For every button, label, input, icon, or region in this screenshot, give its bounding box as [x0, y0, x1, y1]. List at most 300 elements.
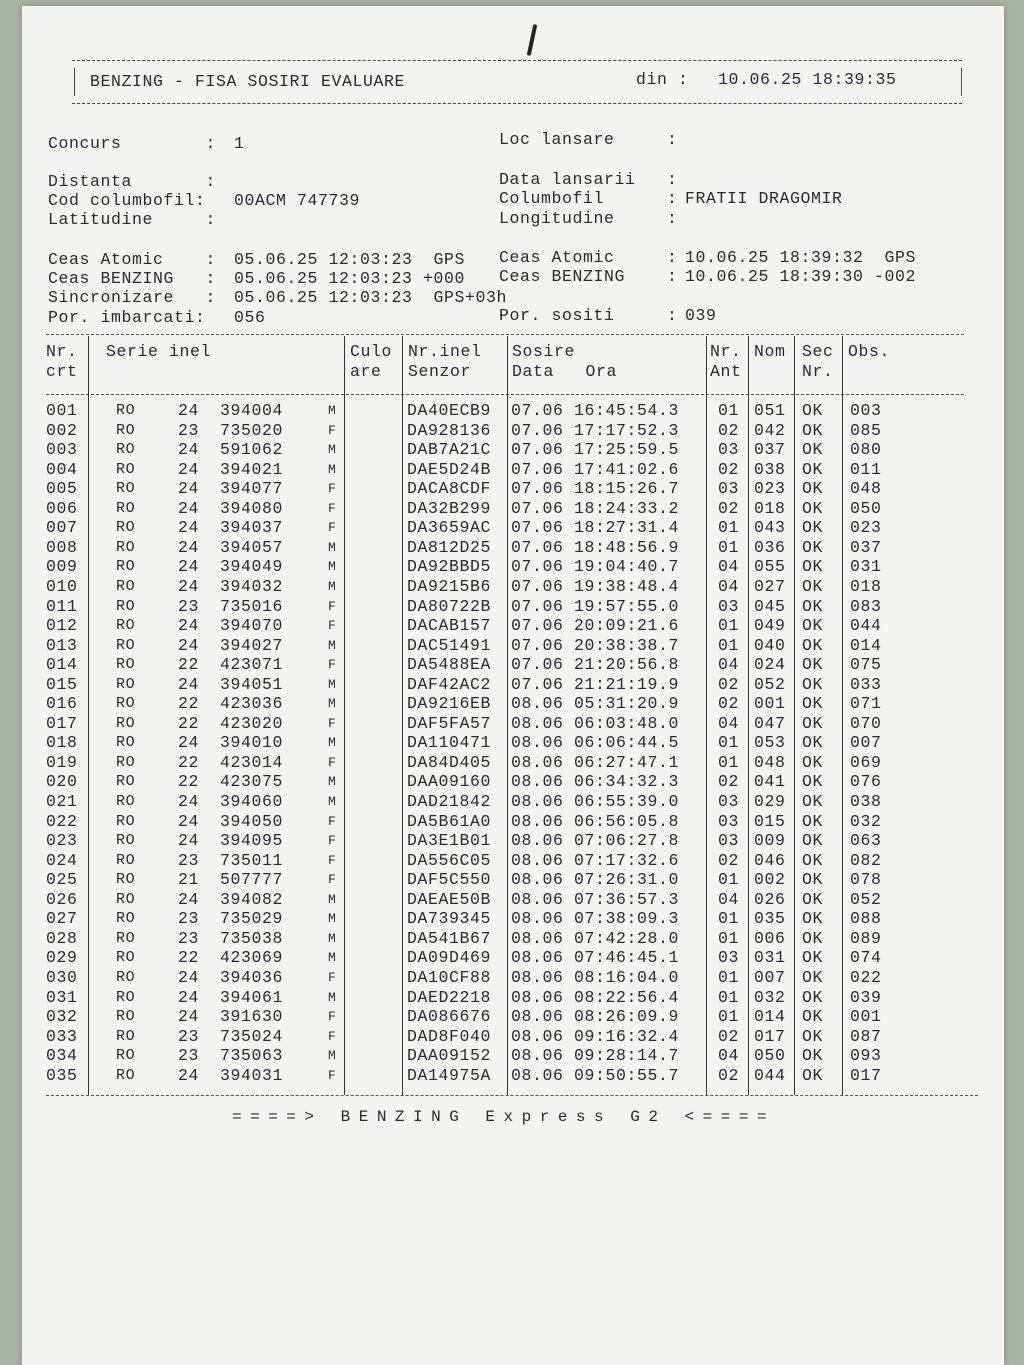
table-row	[22, 557, 982, 577]
sex: M	[328, 578, 337, 594]
info-value: 05.06.25 12:03:23 +000	[234, 269, 466, 288]
year: 24	[178, 792, 200, 811]
arrival-date: 07.06	[511, 596, 564, 616]
nom: 024	[754, 655, 786, 675]
sex: F	[328, 520, 337, 536]
arrival-date: 08.06	[511, 694, 564, 714]
ring-number: 394010	[220, 733, 284, 753]
sec-status: OK	[802, 1046, 824, 1066]
row-number: 008	[46, 537, 78, 557]
sensor-id: DA928136	[407, 420, 492, 440]
year: 24	[178, 889, 200, 909]
ring-number: 394050	[220, 811, 284, 831]
info-label: Ceas BENZING :	[499, 267, 678, 286]
table-row	[22, 675, 982, 695]
nom: 047	[754, 713, 786, 733]
antenna: 03	[718, 596, 740, 616]
arrival-time: 07:36:57.3	[574, 889, 680, 909]
sensor-id: DA9215B6	[407, 576, 492, 596]
sensor-id: DA3E1B01	[407, 831, 492, 851]
row-number: 033	[46, 1026, 78, 1046]
year: 23	[178, 596, 200, 616]
ring-number: 391630	[220, 1007, 284, 1027]
obs: 011	[850, 459, 882, 479]
row-number: 005	[46, 479, 78, 499]
row-number: 019	[46, 752, 78, 772]
column-header-culoare: Culo	[350, 342, 393, 361]
info-label: Latitudine :	[48, 210, 217, 229]
info-value: 05.06.25 12:03:23 GPS+03h	[234, 288, 508, 307]
obs: 085	[850, 420, 882, 440]
sensor-id: DA541B67	[407, 928, 492, 948]
nom: 018	[754, 498, 786, 518]
year: 24	[178, 498, 200, 518]
obs: 052	[850, 889, 882, 909]
ring-number: 394036	[220, 967, 284, 987]
nom: 043	[754, 518, 786, 538]
sensor-id: DA09D469	[407, 948, 492, 968]
row-number: 006	[46, 498, 78, 518]
arrival-date: 08.06	[511, 909, 564, 929]
arrival-date: 07.06	[511, 576, 564, 596]
row-number: 013	[46, 635, 78, 655]
sex: M	[328, 989, 337, 1005]
sec-status: OK	[802, 831, 824, 851]
sensor-id: DA40ECB9	[407, 401, 492, 420]
sec-status: OK	[802, 713, 824, 733]
year: 24	[178, 674, 200, 694]
obs: 074	[850, 948, 882, 968]
ring-number: 735038	[220, 928, 284, 948]
ring-number: 394021	[220, 459, 284, 479]
obs: 018	[850, 576, 882, 596]
obs: 082	[850, 850, 882, 870]
obs: 039	[850, 987, 882, 1007]
nom: 027	[754, 576, 786, 596]
antenna: 04	[718, 655, 740, 675]
arrival-date: 07.06	[511, 420, 564, 440]
ring-number: 394082	[220, 889, 284, 909]
sec-status: OK	[802, 537, 824, 557]
info-label: Sincronizare :	[48, 288, 217, 307]
country: RO	[116, 558, 136, 576]
sex: F	[328, 872, 337, 888]
ring-number: 394061	[220, 987, 284, 1007]
table-row	[22, 1066, 982, 1086]
sex: F	[328, 1067, 337, 1083]
sensor-id: DAED2218	[407, 987, 492, 1007]
sec-status: OK	[802, 792, 824, 811]
arrival-time: 08:16:04.0	[574, 967, 680, 987]
sec-status: OK	[802, 1007, 824, 1027]
nom: 053	[754, 733, 786, 753]
row-number: 015	[46, 674, 78, 694]
country: RO	[116, 441, 136, 459]
obs: 033	[850, 674, 882, 694]
nom: 023	[754, 479, 786, 499]
year: 24	[178, 1007, 200, 1027]
arrival-date: 07.06	[511, 440, 564, 460]
table-row	[22, 499, 982, 519]
sensor-id: DAA09160	[407, 772, 492, 792]
year: 24	[178, 733, 200, 753]
nom: 049	[754, 616, 786, 636]
print-date: 10.06.25 18:39:35	[718, 70, 897, 89]
country: RO	[116, 812, 136, 830]
sex: M	[328, 637, 337, 653]
antenna: 04	[718, 557, 740, 577]
sex: M	[328, 794, 337, 809]
footer-banner: ====> BENZING Express G2 <====	[232, 1108, 776, 1126]
ring-number: 394057	[220, 537, 284, 557]
table-rule	[46, 394, 964, 395]
arrival-date: 08.06	[511, 850, 564, 870]
table-row	[22, 421, 982, 441]
column-header-sosire: Data Ora	[512, 362, 618, 381]
arrival-time: 06:34:32.3	[574, 772, 680, 792]
obs: 048	[850, 479, 882, 499]
arrival-date: 08.06	[511, 1026, 564, 1046]
info-value: 1	[234, 134, 245, 153]
sec-status: OK	[802, 870, 824, 890]
nom: 035	[754, 909, 786, 929]
arrival-date: 07.06	[511, 479, 564, 499]
table-row	[22, 714, 982, 734]
column-header-nom: Nom	[754, 342, 786, 361]
country: RO	[116, 714, 136, 732]
sensor-id: DA84D405	[407, 752, 492, 772]
arrival-time: 05:31:20.9	[574, 694, 680, 714]
arrival-time: 16:45:54.3	[574, 401, 680, 420]
obs: 022	[850, 967, 882, 987]
country: RO	[116, 832, 136, 850]
column-header-obs: Obs.	[848, 342, 891, 361]
arrival-time: 06:56:05.8	[574, 811, 680, 831]
country: RO	[116, 675, 136, 693]
antenna: 03	[718, 792, 740, 811]
arrival-date: 08.06	[511, 948, 564, 968]
column-header-ant: Ant	[710, 362, 742, 381]
row-number: 035	[46, 1065, 78, 1085]
sex: F	[328, 754, 337, 770]
country: RO	[116, 968, 136, 986]
sensor-id: DA92BBD5	[407, 557, 492, 577]
sex: M	[328, 774, 337, 790]
arrival-time: 07:17:32.6	[574, 850, 680, 870]
arrival-time: 18:15:26.7	[574, 479, 680, 499]
arrival-date: 08.06	[511, 792, 564, 811]
sensor-id: DAF5FA57	[407, 713, 492, 733]
antenna: 01	[718, 967, 740, 987]
table-row	[22, 968, 982, 988]
row-number: 031	[46, 987, 78, 1007]
row-number: 029	[46, 948, 78, 968]
ring-number: 394049	[220, 557, 284, 577]
sec-status: OK	[802, 967, 824, 987]
antenna: 02	[718, 459, 740, 479]
year: 24	[178, 401, 200, 420]
sec-status: OK	[802, 752, 824, 772]
row-number: 017	[46, 713, 78, 733]
ring-number: 394027	[220, 635, 284, 655]
handwritten-mark	[527, 24, 538, 56]
antenna: 02	[718, 772, 740, 792]
sec-status: OK	[802, 479, 824, 499]
arrival-time: 07:38:09.3	[574, 909, 680, 929]
antenna: 04	[718, 889, 740, 909]
ring-number: 423014	[220, 752, 284, 772]
sex: F	[328, 481, 337, 497]
table-row	[22, 479, 982, 499]
country: RO	[116, 636, 136, 654]
obs: 023	[850, 518, 882, 538]
sex: F	[328, 852, 337, 868]
country: RO	[116, 988, 136, 1006]
year: 24	[178, 987, 200, 1007]
date-label: din :	[636, 70, 689, 89]
nom: 052	[754, 674, 786, 694]
arrival-date: 08.06	[511, 889, 564, 909]
row-number: 022	[46, 811, 78, 831]
column-header-sosire: Sosire	[512, 342, 576, 361]
year: 24	[178, 479, 200, 499]
sex: M	[328, 403, 337, 418]
antenna: 02	[718, 674, 740, 694]
antenna: 03	[718, 479, 740, 499]
row-number: 021	[46, 792, 78, 811]
nom: 032	[754, 987, 786, 1007]
sensor-id: DA32B299	[407, 498, 492, 518]
arrival-time: 18:24:33.2	[574, 498, 680, 518]
arrival-date: 08.06	[511, 811, 564, 831]
arrival-date: 07.06	[511, 655, 564, 675]
sec-status: OK	[802, 459, 824, 479]
sec-status: OK	[802, 889, 824, 909]
row-number: 030	[46, 967, 78, 987]
table-row	[22, 636, 982, 656]
antenna: 04	[718, 1046, 740, 1066]
year: 22	[178, 772, 200, 792]
row-number: 025	[46, 870, 78, 890]
arrival-date: 08.06	[511, 967, 564, 987]
nom: 002	[754, 870, 786, 890]
year: 23	[178, 850, 200, 870]
year: 23	[178, 1046, 200, 1066]
nom: 055	[754, 557, 786, 577]
table-row	[22, 440, 982, 460]
year: 24	[178, 811, 200, 831]
info-label: Data lansarii :	[499, 170, 678, 189]
country: RO	[116, 1008, 136, 1026]
row-number: 009	[46, 557, 78, 577]
sensor-id: DAB7A21C	[407, 440, 492, 460]
country: RO	[116, 890, 136, 908]
year: 24	[178, 967, 200, 987]
row-number: 024	[46, 850, 78, 870]
row-number: 004	[46, 459, 78, 479]
table-rule	[46, 1095, 978, 1096]
row-number: 010	[46, 576, 78, 596]
obs: 076	[850, 772, 882, 792]
country: RO	[116, 871, 136, 889]
nom: 040	[754, 635, 786, 655]
sensor-id: DA812D25	[407, 537, 492, 557]
table-row	[22, 1027, 982, 1047]
row-number: 034	[46, 1046, 78, 1066]
nom: 029	[754, 792, 786, 811]
antenna: 03	[718, 440, 740, 460]
nom: 050	[754, 1046, 786, 1066]
sensor-id: DA110471	[407, 733, 492, 753]
arrival-time: 17:25:59.5	[574, 440, 680, 460]
arrival-time: 07:06:27.8	[574, 831, 680, 851]
info-label: Por. imbarcati:	[48, 308, 206, 327]
row-number: 016	[46, 694, 78, 714]
column-header-ant: Nr.	[710, 342, 742, 361]
sec-status: OK	[802, 1026, 824, 1046]
obs: 083	[850, 596, 882, 616]
nom: 009	[754, 831, 786, 851]
sex: F	[328, 969, 337, 985]
antenna: 02	[718, 1065, 740, 1085]
ring-number: 735011	[220, 850, 284, 870]
year: 21	[178, 870, 200, 890]
sensor-id: DAF5C550	[407, 870, 492, 890]
info-label: Ceas Atomic :	[499, 248, 678, 267]
sensor-id: DA10CF88	[407, 967, 492, 987]
sex: M	[328, 461, 337, 477]
info-value: 039	[685, 306, 717, 325]
sec-status: OK	[802, 518, 824, 538]
year: 24	[178, 1065, 200, 1085]
arrival-time: 09:28:14.7	[574, 1046, 680, 1066]
country: RO	[116, 949, 136, 967]
obs: 007	[850, 733, 882, 753]
obs: 037	[850, 537, 882, 557]
row-number: 023	[46, 831, 78, 851]
info-label: Ceas Atomic :	[48, 250, 217, 269]
sec-status: OK	[802, 850, 824, 870]
obs: 071	[850, 694, 882, 714]
sensor-id: DA14975A	[407, 1065, 492, 1085]
ring-number: 423075	[220, 772, 284, 792]
sex: M	[328, 950, 337, 966]
nom: 041	[754, 772, 786, 792]
obs: 089	[850, 928, 882, 948]
arrival-date: 07.06	[511, 459, 564, 479]
sex: M	[328, 911, 337, 927]
antenna: 02	[718, 498, 740, 518]
antenna: 02	[718, 694, 740, 714]
sec-status: OK	[802, 928, 824, 948]
row-number: 014	[46, 655, 78, 675]
sex: M	[328, 891, 337, 907]
info-label: Concurs :	[48, 134, 217, 153]
table-row	[22, 401, 982, 421]
antenna: 04	[718, 576, 740, 596]
ring-number: 394031	[220, 1065, 284, 1085]
table-row	[22, 597, 982, 617]
arrival-date: 07.06	[511, 498, 564, 518]
year: 24	[178, 635, 200, 655]
sensor-id: DA80722B	[407, 596, 492, 616]
row-number: 032	[46, 1007, 78, 1027]
table-row	[22, 870, 982, 890]
sec-status: OK	[802, 772, 824, 792]
country: RO	[116, 773, 136, 791]
antenna: 02	[718, 850, 740, 870]
table-rule	[46, 334, 964, 335]
ring-number: 423069	[220, 948, 284, 968]
arrival-date: 08.06	[511, 831, 564, 851]
nom: 026	[754, 889, 786, 909]
antenna: 01	[718, 1007, 740, 1027]
sensor-id: DA5B61A0	[407, 811, 492, 831]
year: 24	[178, 831, 200, 851]
arrival-time: 07:42:28.0	[574, 928, 680, 948]
row-number: 027	[46, 909, 78, 929]
table-row	[22, 655, 982, 675]
sensor-id: DACA8CDF	[407, 479, 492, 499]
table-row	[22, 909, 982, 929]
sex: M	[328, 676, 337, 692]
country: RO	[116, 656, 136, 674]
table-row	[22, 812, 982, 832]
year: 22	[178, 694, 200, 714]
country: RO	[116, 460, 136, 478]
table-row	[22, 538, 982, 558]
obs: 088	[850, 909, 882, 929]
sex: M	[328, 930, 337, 946]
sec-status: OK	[802, 1065, 824, 1085]
arrival-date: 07.06	[511, 674, 564, 694]
antenna: 01	[718, 870, 740, 890]
sec-status: OK	[802, 948, 824, 968]
year: 23	[178, 909, 200, 929]
sex: M	[328, 559, 337, 575]
ring-number: 423071	[220, 655, 284, 675]
table-row	[22, 616, 982, 636]
sensor-id: DAE5D24B	[407, 459, 492, 479]
country: RO	[116, 910, 136, 928]
country: RO	[116, 402, 136, 419]
arrival-date: 07.06	[511, 518, 564, 538]
obs: 044	[850, 616, 882, 636]
nom: 036	[754, 537, 786, 557]
ring-number: 423036	[220, 694, 284, 714]
row-number: 002	[46, 420, 78, 440]
arrival-time: 09:16:32.4	[574, 1026, 680, 1046]
arrival-date: 08.06	[511, 870, 564, 890]
row-number: 018	[46, 733, 78, 753]
ring-number: 394004	[220, 401, 284, 420]
year: 23	[178, 420, 200, 440]
sex: F	[328, 618, 337, 634]
arrival-date: 08.06	[511, 987, 564, 1007]
column-header-culoare: are	[350, 362, 382, 381]
ring-number: 423020	[220, 713, 284, 733]
year: 22	[178, 655, 200, 675]
nom: 038	[754, 459, 786, 479]
country: RO	[116, 1027, 136, 1045]
antenna: 01	[718, 635, 740, 655]
sensor-id: DAD8F040	[407, 1026, 492, 1046]
country: RO	[116, 577, 136, 595]
country: RO	[116, 695, 136, 713]
column-header-serie: Serie inel	[106, 342, 212, 361]
table-row	[22, 851, 982, 871]
year: 24	[178, 537, 200, 557]
